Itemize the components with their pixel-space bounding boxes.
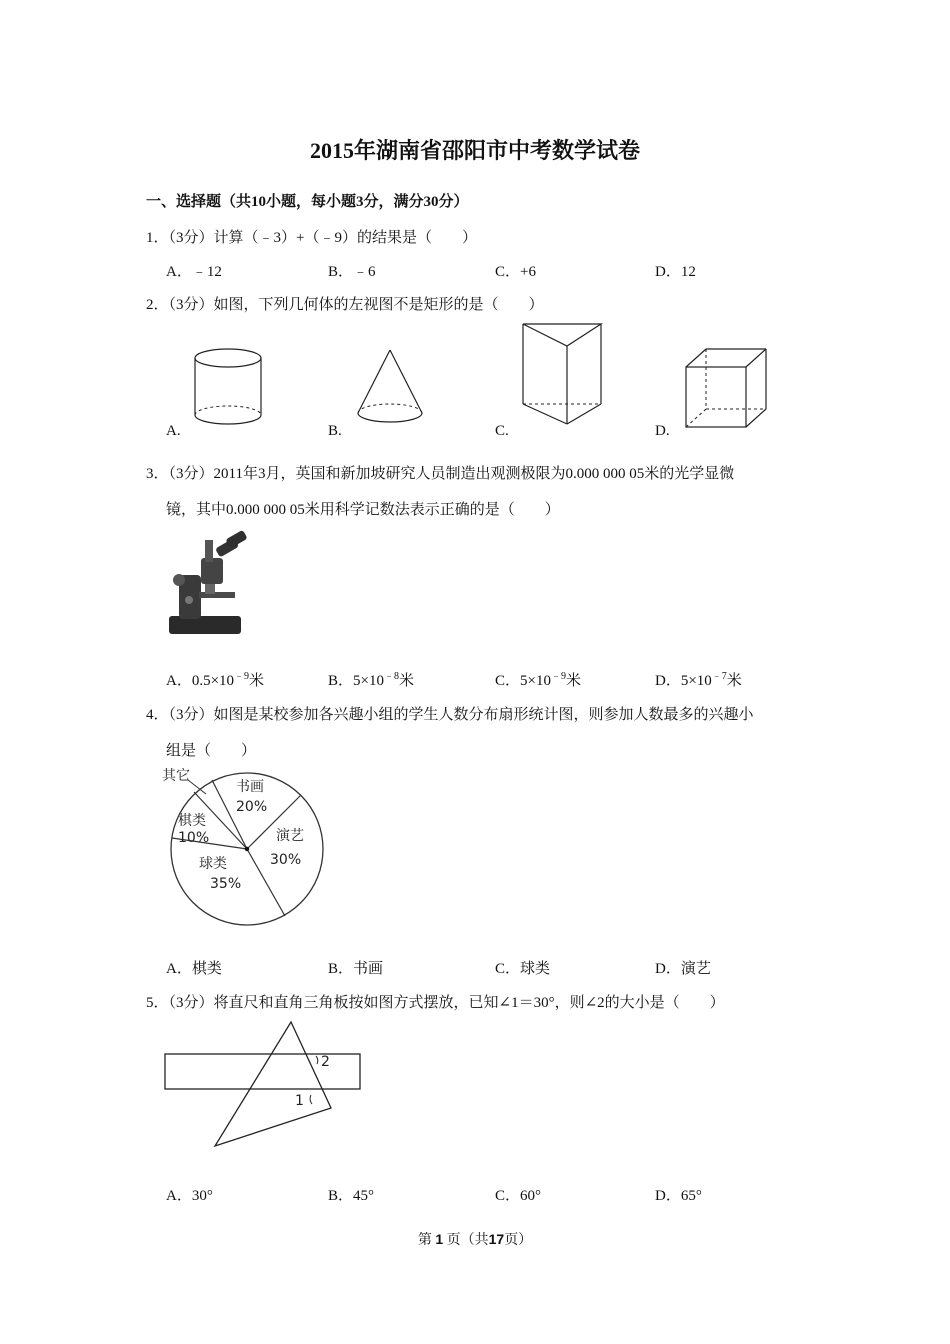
pie-pct-calligraphy: 20% [236, 799, 268, 815]
q4-option-b: B．书画 [328, 961, 384, 977]
current-page-number: 1 [435, 1231, 444, 1247]
q4-option-d: D．演艺 [655, 961, 711, 977]
cube-figure [680, 343, 772, 433]
question-3-stem-line1: 3．（3分）2011年3月，英国和新加坡研究人员制造出观测极限为0.000 000 05米的光学显微 [146, 466, 735, 482]
q2-option-d: D. [655, 423, 670, 439]
q5-option-a: A．30° [166, 1188, 213, 1204]
total-page-number: 17 [488, 1231, 505, 1247]
section-heading: 一、选择题（共10小题，每小题3分，满分30分） [146, 194, 469, 210]
question-4-stem-line2: 组是（ ） [166, 743, 257, 759]
question-5-stem: 5．（3分）将直尺和直角三角板按如图方式摆放，已知∠1＝30°，则∠2的大小是（ ） [146, 995, 725, 1011]
triangle-shape [215, 1022, 331, 1146]
interest-group-pie-chart [158, 764, 333, 934]
pie-label-calligraphy: 书画 [236, 779, 264, 795]
question-3-stem-line2: 镜，其中0.000 000 05米用科学记数法表示正确的是（ ） [166, 502, 560, 518]
cylinder-figure [190, 345, 270, 430]
pie-label-other: 其它 [162, 768, 190, 784]
q1-option-d: D．12 [655, 264, 696, 280]
q1-option-b: B．﹣6 [328, 264, 376, 280]
question-1-stem: 1．（3分）计算（﹣3）+（﹣9）的结果是（ ） [146, 230, 477, 246]
pie-label-ball: 球类 [199, 856, 227, 872]
q1-option-a: A．﹣12 [166, 264, 222, 280]
q5-option-b: B．45° [328, 1188, 375, 1204]
angle-2-arc [316, 1056, 318, 1064]
q3-option-b: B．$5\times 10^{﹣8}$米 [328, 671, 414, 689]
pie-label-chess: 棋类 [178, 813, 206, 829]
q4-option-a: A．棋类 [166, 961, 222, 977]
ruler-shape [165, 1054, 360, 1089]
q1-option-c: C．+6 [495, 264, 536, 280]
q2-option-c: C. [495, 423, 509, 439]
q3-option-a: A．$0.5\times 10^{﹣9}$米 [166, 671, 265, 689]
pie-pct-ball: 35% [210, 876, 242, 892]
angle-1-arc [310, 1095, 312, 1104]
page-footer: 第 1 页（共17页） [417, 1231, 533, 1248]
cone-figure [350, 345, 435, 430]
q4-option-c: C．球类 [495, 961, 551, 977]
page-title: 2015年湖南省邵阳市中考数学试卷 [309, 138, 640, 163]
q5-option-c: C．60° [495, 1188, 542, 1204]
pie-pct-performance: 30% [270, 852, 302, 868]
question-2-stem: 2．（3分）如图，下列几何体的左视图不是矩形的是（ ） [146, 297, 544, 313]
pie-pct-chess: 10% [178, 830, 210, 846]
angle-2-label: 2 [321, 1054, 330, 1070]
q3-option-d: D．$5\times 10^{﹣7}$米 [655, 671, 742, 689]
triangular-prism-figure [515, 318, 610, 430]
q5-option-d: D．65° [655, 1188, 702, 1204]
q2-option-a: A. [166, 423, 181, 439]
ruler-triangle-figure [160, 1018, 370, 1150]
q3-option-c: C．$5\times 10^{﹣9}$米 [495, 671, 581, 689]
q2-option-b: B. [328, 423, 342, 439]
microscope-image [165, 530, 257, 642]
pie-label-performance: 演艺 [276, 828, 304, 844]
angle-1-label: 1 [295, 1093, 304, 1109]
question-4-stem-line1: 4．（3分）如图是某校参加各兴趣小组的学生人数分布扇形统计图，则参加人数最多的兴趣小 [146, 707, 754, 723]
